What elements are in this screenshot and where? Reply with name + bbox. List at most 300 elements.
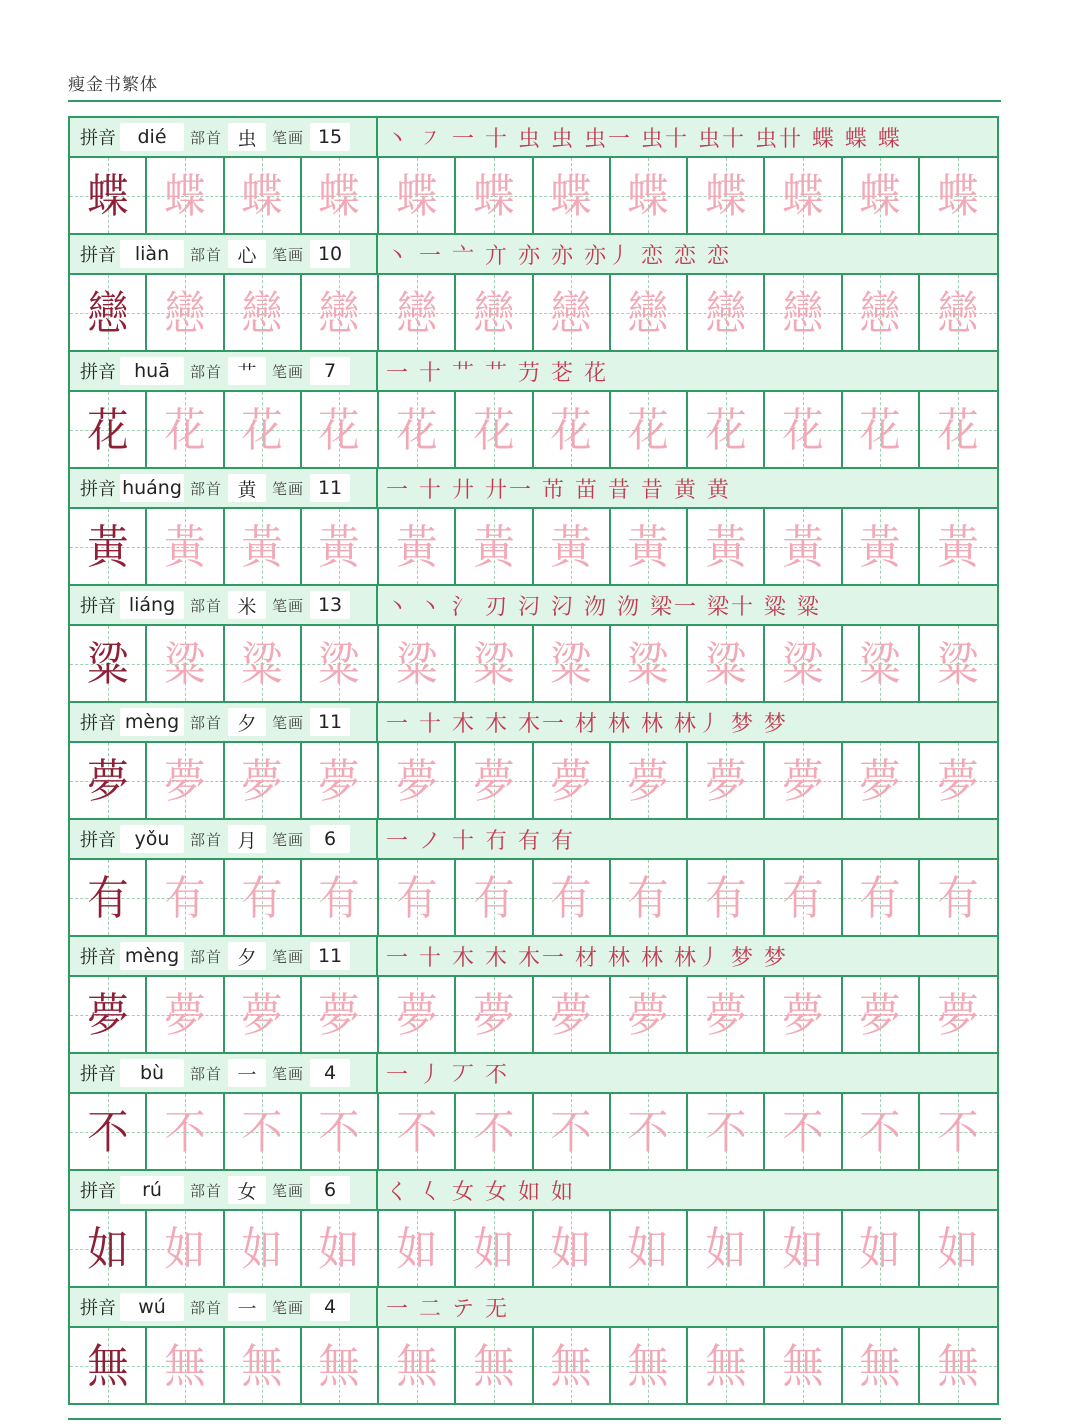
trace-character: 不 <box>782 1104 824 1159</box>
trace-character: 戀 <box>627 285 670 340</box>
entry-meta <box>70 1171 378 1209</box>
trace-char-cell <box>688 743 765 818</box>
trace-char-cell <box>147 509 224 584</box>
trace-char-cell <box>225 860 302 935</box>
trace-character: 夢 <box>704 987 747 1042</box>
pinyin-value: rú <box>120 1176 184 1204</box>
trace-char-cell <box>302 392 379 467</box>
trace-char-cell <box>765 509 842 584</box>
trace-char-cell <box>456 1211 533 1286</box>
strokes-label: 笔画 <box>272 1181 305 1200</box>
trace-character: 粱 <box>318 636 361 691</box>
trace-character: 花 <box>937 402 980 457</box>
trace-character: 夢 <box>318 753 361 808</box>
trace-character: 有 <box>550 870 592 925</box>
trace-char-cell <box>147 626 224 701</box>
trace-character: 如 <box>473 1221 515 1276</box>
trace-char-cell <box>843 626 920 701</box>
trace-char-cell <box>379 1328 456 1403</box>
trace-character: 夢 <box>164 987 206 1042</box>
pinyin-value: bù <box>120 1059 184 1087</box>
page-title: 瘦金书繁体 <box>68 75 158 95</box>
trace-character: 不 <box>473 1104 515 1159</box>
trace-character: 不 <box>704 1104 747 1159</box>
trace-char-cell <box>379 1094 456 1169</box>
stroke-order-sequence: 一 十 木 木 木一 材 林 林 林丿 梦 梦 <box>386 945 788 971</box>
trace-char-cell <box>534 1211 611 1286</box>
trace-char-cell <box>920 743 997 818</box>
trace-char-cell <box>456 392 533 467</box>
trace-character: 夢 <box>395 987 438 1042</box>
trace-char-cell <box>688 977 765 1052</box>
trace-char-cell <box>534 1094 611 1169</box>
trace-char-cell <box>379 743 456 818</box>
trace-character: 黃 <box>395 519 438 574</box>
trace-character: 粱 <box>550 636 592 691</box>
trace-char-cell <box>225 1328 302 1403</box>
trace-char-cell <box>765 275 842 350</box>
pinyin-value: huáng <box>120 474 184 502</box>
trace-character: 如 <box>937 1221 980 1276</box>
entry-info-row <box>70 703 997 743</box>
trace-char-cell <box>379 509 456 584</box>
trace-char-cell <box>302 275 379 350</box>
trace-char-cell <box>611 626 688 701</box>
strokes-value: 10 <box>310 240 350 268</box>
radical-value: 米 <box>228 591 266 619</box>
trace-character: 夢 <box>627 987 670 1042</box>
stroke-order-sequence: 一 二 テ 无 <box>386 1296 509 1322</box>
trace-char-cell <box>765 392 842 467</box>
trace-character: 黃 <box>782 519 824 574</box>
trace-character: 蝶 <box>937 168 980 223</box>
trace-char-cell <box>611 1094 688 1169</box>
trace-char-cell <box>147 743 224 818</box>
trace-char-cell <box>843 1328 920 1403</box>
trace-char-cell <box>765 743 842 818</box>
trace-char-cell <box>920 275 997 350</box>
model-character: 花 <box>86 402 129 457</box>
strokes-label: 笔画 <box>272 713 305 732</box>
trace-char-cell <box>920 158 997 233</box>
strokes-value: 7 <box>310 357 350 385</box>
trace-character: 不 <box>395 1104 438 1159</box>
model-char-cell <box>70 275 147 350</box>
trace-character: 不 <box>241 1104 283 1159</box>
radical-label: 部首 <box>190 713 223 732</box>
trace-character: 無 <box>627 1338 670 1393</box>
radical-label: 部首 <box>190 479 223 498</box>
trace-char-cell <box>456 1094 533 1169</box>
strokes-label: 笔画 <box>272 245 305 264</box>
model-char-cell <box>70 743 147 818</box>
trace-char-cell <box>611 1328 688 1403</box>
trace-character: 夢 <box>937 987 980 1042</box>
radical-label: 部首 <box>190 245 223 264</box>
trace-character: 夢 <box>241 987 283 1042</box>
stroke-order-sequence: く 𡿨 女 女 如 如 <box>386 1179 575 1205</box>
trace-char-cell <box>147 392 224 467</box>
stroke-order-sequence: 一 十 木 木 木一 材 林 林 林丿 梦 梦 <box>386 711 788 737</box>
trace-char-cell <box>843 860 920 935</box>
trace-character: 花 <box>859 402 901 457</box>
trace-character: 戀 <box>241 285 283 340</box>
radical-label: 部首 <box>190 1298 223 1317</box>
trace-character: 夢 <box>782 987 824 1042</box>
entry-meta <box>70 820 378 858</box>
strokes-value: 6 <box>310 1176 350 1204</box>
trace-char-cell <box>302 626 379 701</box>
practice-grid-row <box>70 392 997 469</box>
strokes-value: 11 <box>310 474 350 502</box>
model-character: 夢 <box>86 753 129 808</box>
radical-label: 部首 <box>190 362 223 381</box>
trace-char-cell <box>534 275 611 350</box>
radical-label: 部首 <box>190 830 223 849</box>
trace-char-cell <box>456 860 533 935</box>
strokes-label: 笔画 <box>272 479 305 498</box>
model-char-cell <box>70 1211 147 1286</box>
trace-character: 如 <box>550 1221 592 1276</box>
pinyin-label: 拼音 <box>80 1064 116 1085</box>
radical-value: 一 <box>228 1293 266 1321</box>
trace-character: 粱 <box>627 636 670 691</box>
practice-grid-row <box>70 275 997 352</box>
pinyin-label: 拼音 <box>80 128 116 149</box>
trace-char-cell <box>225 626 302 701</box>
radical-label: 部首 <box>190 1181 223 1200</box>
trace-character: 蝶 <box>550 168 592 223</box>
trace-character: 無 <box>395 1338 438 1393</box>
trace-character: 戀 <box>395 285 438 340</box>
radical-label: 部首 <box>190 596 223 615</box>
radical-value: 女 <box>228 1176 266 1204</box>
trace-char-cell <box>843 1211 920 1286</box>
trace-char-cell <box>765 977 842 1052</box>
trace-char-cell <box>688 158 765 233</box>
entry-info-row <box>70 235 997 275</box>
trace-character: 蝶 <box>473 168 515 223</box>
trace-character: 夢 <box>627 753 670 808</box>
radical-label: 部首 <box>190 947 223 966</box>
trace-char-cell <box>765 158 842 233</box>
trace-character: 戀 <box>937 285 980 340</box>
model-char-cell <box>70 1328 147 1403</box>
trace-character: 無 <box>704 1338 747 1393</box>
trace-char-cell <box>843 275 920 350</box>
trace-char-cell <box>534 743 611 818</box>
trace-char-cell <box>534 977 611 1052</box>
trace-char-cell <box>379 860 456 935</box>
trace-char-cell <box>765 1211 842 1286</box>
trace-char-cell <box>302 743 379 818</box>
trace-char-cell <box>147 1211 224 1286</box>
entry-meta <box>70 703 378 741</box>
trace-character: 如 <box>241 1221 283 1276</box>
trace-char-cell <box>456 275 533 350</box>
trace-char-cell <box>534 626 611 701</box>
trace-character: 無 <box>318 1338 361 1393</box>
pinyin-label: 拼音 <box>80 947 116 968</box>
trace-char-cell <box>611 977 688 1052</box>
model-char-cell <box>70 158 147 233</box>
practice-grid-row <box>70 158 997 235</box>
radical-label: 部首 <box>190 1064 223 1083</box>
trace-char-cell <box>225 509 302 584</box>
trace-char-cell <box>688 626 765 701</box>
trace-character: 夢 <box>473 753 515 808</box>
trace-character: 黃 <box>164 519 206 574</box>
trace-character: 無 <box>782 1338 824 1393</box>
trace-char-cell <box>379 275 456 350</box>
strokes-label: 笔画 <box>272 362 305 381</box>
trace-character: 不 <box>318 1104 361 1159</box>
trace-char-cell <box>534 392 611 467</box>
trace-char-cell <box>456 743 533 818</box>
trace-character: 如 <box>627 1221 670 1276</box>
trace-character: 有 <box>164 870 206 925</box>
trace-character: 花 <box>241 402 283 457</box>
trace-character: 蝶 <box>241 168 283 223</box>
trace-character: 夢 <box>473 987 515 1042</box>
trace-character: 黃 <box>627 519 670 574</box>
trace-character: 無 <box>859 1338 901 1393</box>
trace-character: 花 <box>782 402 824 457</box>
trace-character: 花 <box>318 402 361 457</box>
trace-char-cell <box>225 1094 302 1169</box>
trace-char-cell <box>765 860 842 935</box>
trace-character: 戀 <box>318 285 361 340</box>
trace-character: 夢 <box>937 753 980 808</box>
entry-info-row <box>70 1171 997 1211</box>
trace-character: 粱 <box>859 636 901 691</box>
entry-info-row <box>70 352 997 392</box>
model-character: 黃 <box>86 519 129 574</box>
trace-char-cell <box>225 275 302 350</box>
trace-character: 花 <box>395 402 438 457</box>
model-character: 蝶 <box>86 168 129 223</box>
trace-character: 粱 <box>395 636 438 691</box>
strokes-value: 6 <box>310 825 350 853</box>
trace-char-cell <box>843 1094 920 1169</box>
trace-character: 如 <box>704 1221 747 1276</box>
trace-character: 黃 <box>318 519 361 574</box>
trace-character: 有 <box>859 870 901 925</box>
practice-grid-row <box>70 1094 997 1171</box>
practice-grid-row <box>70 1211 997 1288</box>
entry-meta <box>70 352 378 390</box>
trace-char-cell <box>147 1328 224 1403</box>
radical-value: 夕 <box>228 942 266 970</box>
entry-info-row <box>70 469 997 509</box>
trace-char-cell <box>688 1328 765 1403</box>
trace-character: 不 <box>550 1104 592 1159</box>
trace-char-cell <box>456 977 533 1052</box>
trace-char-cell <box>147 860 224 935</box>
strokes-value: 13 <box>310 591 350 619</box>
strokes-label: 笔画 <box>272 830 305 849</box>
trace-char-cell <box>534 158 611 233</box>
entry-meta <box>70 118 378 156</box>
trace-char-cell <box>456 626 533 701</box>
trace-char-cell <box>611 743 688 818</box>
strokes-value: 11 <box>310 942 350 970</box>
trace-char-cell <box>302 1211 379 1286</box>
pinyin-value: liàn <box>120 240 184 268</box>
practice-sheet <box>68 116 999 1405</box>
trace-character: 夢 <box>550 987 592 1042</box>
strokes-value: 11 <box>310 708 350 736</box>
trace-char-cell <box>920 977 997 1052</box>
trace-char-cell <box>843 509 920 584</box>
trace-character: 無 <box>164 1338 206 1393</box>
trace-character: 不 <box>859 1104 901 1159</box>
trace-char-cell <box>456 158 533 233</box>
trace-char-cell <box>843 743 920 818</box>
practice-grid-row <box>70 743 997 820</box>
trace-character: 戀 <box>782 285 824 340</box>
model-character: 戀 <box>86 285 129 340</box>
strokes-label: 笔画 <box>272 128 305 147</box>
practice-grid-row <box>70 1328 997 1405</box>
strokes-label: 笔画 <box>272 947 305 966</box>
trace-char-cell <box>225 158 302 233</box>
trace-char-cell <box>379 158 456 233</box>
trace-char-cell <box>302 1094 379 1169</box>
practice-grid-row <box>70 860 997 937</box>
trace-character: 蝶 <box>318 168 361 223</box>
trace-character: 有 <box>318 870 361 925</box>
trace-character: 有 <box>704 870 747 925</box>
trace-char-cell <box>302 1328 379 1403</box>
trace-character: 不 <box>937 1104 980 1159</box>
trace-character: 夢 <box>318 987 361 1042</box>
trace-char-cell <box>379 1211 456 1286</box>
strokes-label: 笔画 <box>272 1298 305 1317</box>
trace-char-cell <box>611 275 688 350</box>
trace-character: 蝶 <box>395 168 438 223</box>
trace-character: 粱 <box>473 636 515 691</box>
trace-character: 黃 <box>550 519 592 574</box>
trace-char-cell <box>611 860 688 935</box>
pinyin-label: 拼音 <box>80 1181 116 1202</box>
trace-char-cell <box>225 392 302 467</box>
trace-character: 如 <box>395 1221 438 1276</box>
trace-char-cell <box>456 509 533 584</box>
trace-char-cell <box>920 626 997 701</box>
trace-char-cell <box>225 743 302 818</box>
trace-character: 有 <box>627 870 670 925</box>
trace-char-cell <box>765 1094 842 1169</box>
model-char-cell <box>70 860 147 935</box>
trace-char-cell <box>379 977 456 1052</box>
trace-character: 黃 <box>473 519 515 574</box>
trace-character: 夢 <box>550 753 592 808</box>
pinyin-value: yǒu <box>120 825 184 853</box>
pinyin-value: huā <box>120 357 184 385</box>
entry-meta <box>70 1054 378 1092</box>
trace-character: 黃 <box>859 519 901 574</box>
entry-info-row <box>70 820 997 860</box>
trace-char-cell <box>534 509 611 584</box>
trace-character: 黃 <box>241 519 283 574</box>
trace-character: 粱 <box>704 636 747 691</box>
trace-char-cell <box>302 860 379 935</box>
model-character: 夢 <box>86 987 129 1042</box>
trace-character: 粱 <box>241 636 283 691</box>
radical-value: 心 <box>228 240 266 268</box>
model-character: 粱 <box>86 636 129 691</box>
trace-char-cell <box>688 860 765 935</box>
trace-character: 黃 <box>937 519 980 574</box>
radical-value: 黄 <box>228 474 266 502</box>
trace-char-cell <box>147 1094 224 1169</box>
entry-meta <box>70 937 378 975</box>
strokes-value: 4 <box>310 1293 350 1321</box>
trace-character: 夢 <box>241 753 283 808</box>
trace-char-cell <box>843 158 920 233</box>
radical-value: 艹 <box>228 357 266 385</box>
trace-character: 有 <box>395 870 438 925</box>
model-char-cell <box>70 509 147 584</box>
trace-char-cell <box>920 860 997 935</box>
entry-meta <box>70 469 378 507</box>
trace-character: 蝶 <box>782 168 824 223</box>
model-char-cell <box>70 392 147 467</box>
trace-char-cell <box>920 509 997 584</box>
trace-character: 夢 <box>859 987 901 1042</box>
radical-value: 月 <box>228 825 266 853</box>
trace-char-cell <box>225 977 302 1052</box>
trace-char-cell <box>765 626 842 701</box>
entry-meta <box>70 1288 378 1326</box>
stroke-order-sequence: 一 十 艹 艹 芀 芲 花 <box>386 360 608 386</box>
trace-character: 粱 <box>782 636 824 691</box>
trace-char-cell <box>302 977 379 1052</box>
entry-info-row <box>70 1288 997 1328</box>
trace-character: 戀 <box>859 285 901 340</box>
trace-character: 夢 <box>704 753 747 808</box>
trace-character: 戀 <box>550 285 592 340</box>
model-character: 如 <box>86 1221 129 1276</box>
trace-character: 無 <box>937 1338 980 1393</box>
trace-char-cell <box>611 392 688 467</box>
entry-info-row <box>70 937 997 977</box>
trace-character: 花 <box>704 402 747 457</box>
trace-char-cell <box>611 1211 688 1286</box>
trace-character: 蝶 <box>859 168 901 223</box>
trace-char-cell <box>147 977 224 1052</box>
trace-char-cell <box>688 275 765 350</box>
trace-character: 花 <box>550 402 592 457</box>
entry-info-row <box>70 586 997 626</box>
trace-character: 戀 <box>473 285 515 340</box>
model-char-cell <box>70 1094 147 1169</box>
trace-char-cell <box>611 158 688 233</box>
strokes-label: 笔画 <box>272 1064 305 1083</box>
pinyin-label: 拼音 <box>80 830 116 851</box>
trace-character: 夢 <box>164 753 206 808</box>
trace-character: 蝶 <box>704 168 747 223</box>
footer-divider <box>68 1418 1001 1420</box>
trace-character: 有 <box>782 870 824 925</box>
trace-character: 如 <box>164 1221 206 1276</box>
pinyin-value: mèng <box>120 942 184 970</box>
trace-character: 夢 <box>859 753 901 808</box>
trace-character: 夢 <box>395 753 438 808</box>
stroke-order-sequence: 一 丿 丆 不 <box>386 1062 509 1088</box>
trace-character: 有 <box>241 870 283 925</box>
